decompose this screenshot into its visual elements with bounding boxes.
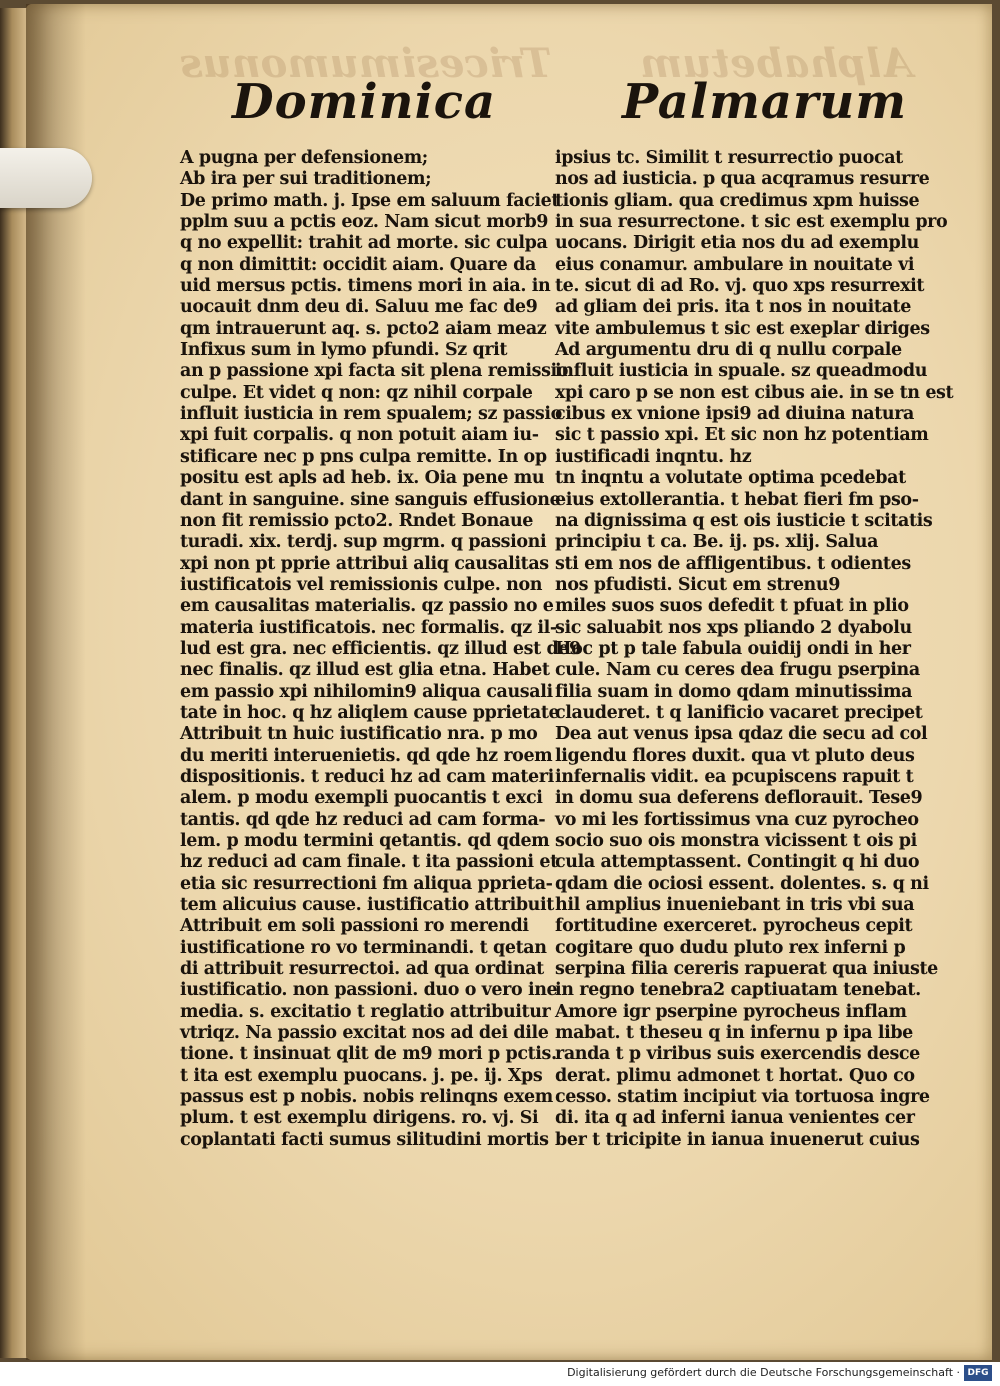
text-line: nec finalis. qz illud est glia etna. Habet [180,660,550,681]
text-line: lud est gra. nec efficientis. qz illud est de9 [180,638,581,659]
text-column-right [555,148,954,1151]
text-line: media. s. excitatio t reglatio attribuitur [180,1001,551,1022]
text-line: cogitare quo dudu pluto rex inferni p [555,937,906,958]
text-line: te. sicut di ad Ro. vj. quo xps resurrexit [555,276,925,297]
text-line: ber t tricipite in ianua inuenerut cuius [555,1129,920,1150]
text-line: hil amplius inueniebant in tris vbi sua [555,895,915,916]
text-line: Attribuit tn huic iustificatio nra. p mo [180,724,538,745]
text-line: in regno tenebra2 captiuatam tenebat. [555,980,921,1001]
text-line: lem. p modu termini qetantis. qd qdem [180,831,550,851]
text-line: uocans. Dirigit etia nos du ad exemplu [555,233,919,254]
text-line: De primo math. j. Ipse em saluum faciet [180,190,560,211]
text-line: na dignissima q est ois iusticie t scitatis [555,510,933,531]
text-line: sti em nos de affligentibus. t odientes [555,553,911,574]
text-line: cula attemptassent. Contingit q hi duo [555,852,920,873]
text-line: an p passione xpi facta sit plena remissio [180,361,569,382]
text-line: Ad argumentu dru di q nullu corpale [555,340,902,361]
text-line: hz reduci ad cam finale. t ita passioni et [180,852,558,873]
text-line: cesso. statim incipiut via tortuosa ingre [555,1087,930,1108]
text-line: tate in hoc. q hz aliqlem cause pprietate [180,702,560,723]
text-line: infernalis vidit. ea pcupiscens rapuit t [555,766,914,787]
text-line: alem. p modu exempli puocantis t exci [180,788,543,809]
text-line: xpi caro p se non est cibus aie. in se tn est [555,382,954,403]
text-line: di. ita q ad inferni ianua venientes cer [555,1108,915,1129]
text-line: sic t passio xpi. Et sic non hz potentiam [555,425,929,446]
text-line: nos ad iusticia. p qua acqramus resurre [555,169,930,190]
funding-credit: Digitalisierung gefördert durch die Deutsche Forschungsgemeinschaft · [567,1366,960,1379]
text-line: ad gliam dei pris. ita t nos in nouitate [555,297,911,318]
text-line: derat. plimu admonet t hortat. Quo co [555,1065,915,1086]
text-line: Amore igr pserpine pyrocheus inflam [555,1001,907,1022]
text-line: miles suos suos defedit t pfuat in plio [555,596,909,617]
text-line: em passio xpi nihilomin9 aliqua causali [180,681,553,702]
text-line: clauderet. t q lanificio vacaret precipet [555,702,923,723]
text-line: in sua resurrectone. t sic est exemplu pro [555,212,948,233]
text-line: etia sic resurrectioni fm aliqua pprieta- [180,873,553,894]
text-line: Dea aut venus ipsa qdaz die secu ad col [555,724,928,745]
text-line: iustificadi inqntu. hz [555,446,752,467]
text-line: socio suo ois monstra vicissent t ois pi [555,831,917,851]
text-line: iustificatois vel remissionis culpe. non [180,574,543,595]
text-line: in domu sua deferens deflorauit. Tese9 [555,788,923,809]
text-line: passus est p nobis. nobis relinqns exem [180,1087,553,1108]
text-line: Ab ira per sui traditionem; [180,169,432,190]
text-line: randa t p viribus suis exercendis desce [555,1044,920,1065]
bleed-through-heading-right: Alphabetum [640,40,913,87]
text-line: materia iustificatois. nec formalis. qz il- [180,617,557,638]
text-line: ipsius tc. Similit t resurrectio puocat [555,148,903,168]
text-line: di attribuit resurrectoi. ad qua ordinat [180,959,544,980]
text-line: sic saluabit nos xps pliando 2 dyabolu [555,617,912,638]
text-line: em causalitas materialis. qz passio no e [180,596,554,617]
text-line: positu est apls ad heb. ix. Oia pene mu [180,468,545,489]
dfg-logo: DFG [964,1365,992,1381]
text-line: vo mi les fortissimus vna cuz pyrocheo [555,809,919,830]
text-line: pplm suu a pctis eoz. Nam sicut morb9 [180,212,549,233]
text-line: tione. t insinuat qlit de m9 mori p pctis. [180,1044,557,1065]
text-line: xpi non pt pprie attribui aliq causalitas [180,553,549,574]
text-line: culpe. Et videt q non: qz nihil corpale [180,382,533,403]
text-line: nos pfudisti. Sicut em strenu9 [555,574,840,595]
text-line: dispositionis. t reduci hz ad cam materi [180,766,554,787]
text-line: eius conamur. ambulare in nouitate vi [555,254,915,275]
text-line: qdam die ociosi essent. dolentes. s. q ni [555,873,929,894]
text-column-left [180,148,581,1151]
text-line: uocauit dnm deu di. Saluu me fac de9 [180,297,538,318]
text-line: tantis. qd qde hz reduci ad cam forma- [180,809,546,830]
text-line: influit iusticia in rem spualem; sz passio [180,404,562,425]
text-line: ligendu flores duxit. qua vt pluto deus [555,745,915,766]
running-head-right: Palmarum [622,74,908,130]
text-line: q non dimittit: occidit aiam. Quare da [180,254,536,275]
text-line: principiu t ca. Be. ij. ps. xlij. Salua [555,532,879,553]
running-head-left: Dominica [232,74,497,130]
text-line: tn inqntu a volutate optima pcedebat [555,468,906,489]
text-line: cibus ex vnione ipsi9 ad diuina natura [555,404,914,425]
text-line: mabat. t theseu q in infernu p ipa libe [555,1023,913,1044]
text-line: fortitudine exerceret. pyrocheus cepit [555,916,913,937]
text-line: iustificatione ro vo terminandi. t qetan [180,937,547,958]
text-line: Attribuit em soli passioni ro merendi [180,916,529,937]
text-line: stificare nec p pns culpa remitte. In op [180,446,547,467]
text-line: coplantati facti sumus silitudini mortis [180,1129,549,1150]
text-line: qm intrauerunt aq. s. pcto2 aiam meaz [180,318,547,339]
text-line: tem alicuius cause. iustificatio attribuit [180,895,554,916]
text-line: A pugna per defensionem; [180,148,428,168]
text-line: uid mersus pctis. timens mori in aia. in [180,276,551,297]
bookmark-tab [0,148,92,208]
digitization-footer [0,1362,1000,1386]
text-line: t ita est exemplu puocans. j. pe. ij. Xps [180,1065,543,1086]
text-line: vite ambulemus t sic est exeplar diriges [555,318,930,339]
text-line: iustificatio. non passioni. duo o vero ine [180,980,558,1001]
text-line: influit iusticia in spuale. sz queadmodu [555,361,928,382]
text-line: turadi. xix. terdj. sup mgrm. q passioni [180,532,547,553]
text-line: Hoc pt p tale fabula ouidij ondi in her [555,638,911,659]
text-line: du meriti interuenietis. qd qde hz roem [180,745,553,766]
text-line: non fit remissio pcto2. Rndet Bonaue [180,510,534,531]
bleed-through-heading-left: Tricesimumonus [180,40,552,87]
text-line: vtriqz. Na passio excitat nos ad dei dile [180,1023,549,1044]
text-line: serpina filia cereris rapuerat qua iniuste [555,959,938,980]
text-line: plum. t est exemplu dirigens. ro. vj. Si [180,1108,539,1129]
text-line: filia suam in domo qdam minutissima [555,681,913,702]
text-line: dant in sanguine. sine sanguis effusione [180,489,561,510]
text-line: eius extollerantia. t hebat fieri fm pso- [555,489,919,510]
text-line: tionis gliam. qua credimus xpm huisse [555,190,920,211]
text-line: Infixus sum in lymo pfundi. Sz qrit [180,340,508,361]
text-line: xpi fuit corpalis. q non potuit aiam iu- [180,425,539,446]
text-line: q no expellit: trahit ad morte. sic culpa [180,233,548,254]
text-line: cule. Nam cu ceres dea frugu pserpina [555,660,920,681]
